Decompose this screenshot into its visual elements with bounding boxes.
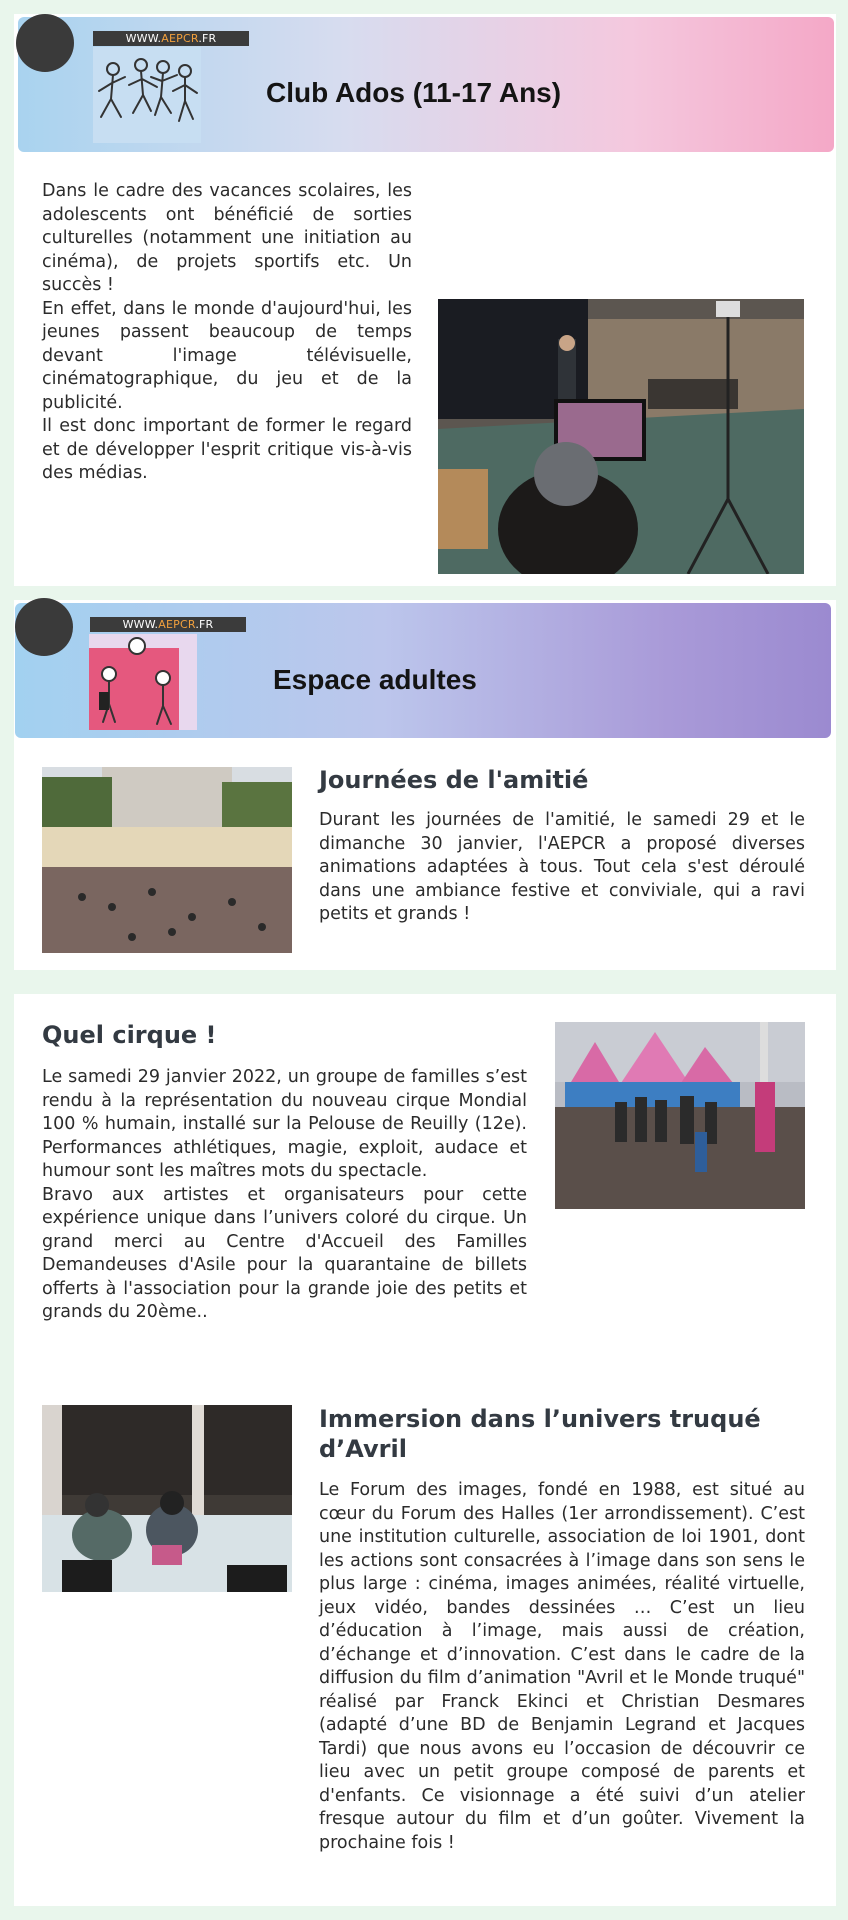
site-url: WWW.AEPCR.FR: [90, 617, 246, 632]
friendship-days-text: Durant les journées de l'amitié, le samedi 29 et le dimanche 30 janvier, l'AEPCR a proposé diverses animations adaptées à tous. Tout cela s'est déroulé dans une ambiance festive et conviviale, qui a ravi petits et grands !: [319, 810, 805, 924]
club-ados-paragraph: Dans le cadre des vacances scolaires, les adolescents ont bénéficié de sorties culturelles (notamment une initiation au cinéma), de projets sportifs etc. Un succès !: [42, 181, 412, 295]
circus-heading: Quel cirque !: [42, 1021, 217, 1049]
circus-text: [42, 1066, 527, 1325]
espace-adultes-title: Espace adultes: [273, 664, 477, 695]
friendship-days-photo: [42, 767, 292, 953]
circus-paragraph: Le samedi 29 janvier 2022, un groupe de familles s’est rendu à la représentation du nouveau cirque Mondial 100 % humain, installé sur la Pelouse de Reuilly (12e). Performances athlétiques, magie, exploit, audace et humour sont les maîtres mots du spectacle.: [42, 1067, 527, 1181]
club-ados-title: Club Ados (11-17 Ans): [266, 77, 562, 108]
banner-dot: [15, 598, 73, 656]
immersion-text: Le Forum des images, fondé en 1988, est situé au cœur du Forum des Halles (1er arrondissement). C’est une institution culturelle, association de loi 1901, dont les actions sont consacrées à l’image dans son sens le plus large : cinéma, images animées, réalité virtuelle, jeux vidéo, bandes dessinées … C’est un lieu d’éducation à l’image, mais aussi de création, d’échange et d’innovation. C’est dans le cadre de la diffusion du film d’animation "Avril et le Monde truqué" réalisé par Franck Ekinci et Christian Desmares (adapté d’une BD de Benjamin Legrand et Jacques Tardi) que nous avons eu l’occasion de découvrir ce lieu avec un petit groupe composé de parents et d'enfants. Ce visionnage a été suivi d’un atelier fresque autour du film et d’un goûter. Vivement la prochaine fois !: [319, 1480, 805, 1853]
banner-dot: [16, 14, 74, 72]
cinema-studio-photo: [438, 299, 804, 574]
site-url: WWW.AEPCR.FR: [93, 31, 249, 46]
club-ados-text: [42, 180, 412, 486]
adults-logo: [89, 634, 197, 730]
circus-paragraph: Bravo aux artistes et organisateurs pour cette expérience unique dans l’univers coloré du cirque. Un grand merci au Centre d'Accueil des Familles Demandeuses d'Asile pour la quarantaine de billets offerts à l'association pour la grande joie des petits et grands du 20ème..: [42, 1184, 527, 1322]
club-ados-paragraph: Il est donc important de former le regard et de développer l'esprit critique vis-à-vis des médias.: [42, 416, 412, 483]
friendship-days-heading: Journées de l'amitié: [319, 766, 589, 794]
club-ados-paragraph: En effet, dans le monde d'aujourd'hui, les jeunes passent beaucoup de temps devant l'image télévisuelle, cinématographique, du jeu et de la publicité.: [42, 298, 412, 413]
circus-tent-photo: [555, 1022, 805, 1209]
dancers-logo: [93, 47, 201, 143]
forum-images-photo: [42, 1405, 292, 1592]
immersion-heading: Immersion dans l’univers truqué d’Avril: [319, 1405, 761, 1463]
